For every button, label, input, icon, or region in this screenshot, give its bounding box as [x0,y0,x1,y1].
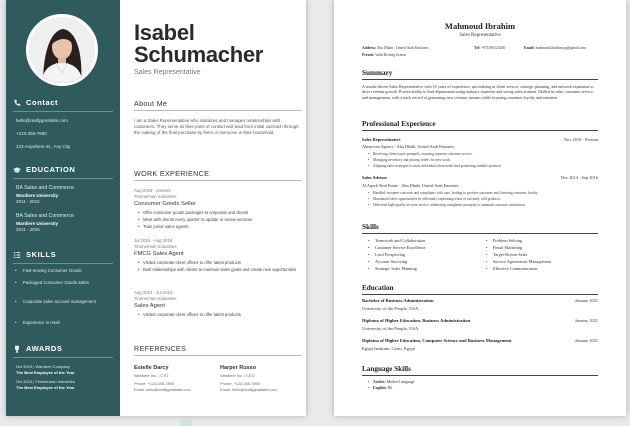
checklist-icon [13,251,21,259]
job-title: Sales Representative [459,33,501,38]
job-company: Al Aqeeli Real Estate - Abu Dhabi, United Arab Emirates [362,183,459,188]
reference-phone: Phone: +123-456-7890 [220,381,260,386]
job-bullet: • Managing inventory and placing orders for new stock. [368,158,451,162]
job-dates: Aug 2018 - present [134,188,171,193]
job-bullet: • Visited corporate client offices to offer latest products [138,312,298,317]
divider [362,375,598,376]
divider [134,355,302,356]
contact-tel: Tel: +971500123456 [474,46,506,50]
job-bullet: • Meet with clients every quarter to update or renew services [138,217,298,222]
skill-item: • Target-Driven Sales [486,252,527,257]
contact-email: Email: mahmoud.ibrahim.sp@gmail.com [524,46,586,50]
divider [13,178,113,179]
job-bullet: • Train junior sales agents [138,224,298,229]
job-bullet: • Resolving client issues promptly, ensuring superior customer service. [368,152,473,156]
portrait-image [29,17,95,83]
experience-heading: Professional Experience [362,120,436,128]
education-years: 2011 - 2015 [16,227,40,232]
divider [134,110,302,111]
skill-item: • Service Agreements Management [486,259,551,264]
contact-address: 123 Anywhere St., Any City [16,144,71,149]
reference-org: Wardiere Inc. / CTO [134,373,169,378]
education-date: January 2021 [574,338,598,343]
skill-item: • Packaged Consumer Goods Sales [16,280,112,287]
profile-photo [26,14,98,86]
award-name: The Best Employee of the Year [16,370,75,375]
skills-heading: Skills [362,223,379,231]
summary-text: A results-driven Sales Representative with 10 years of experience, specializing in client service, strategic planning, and network expansion to drive revenue growth. Proven ability to lead departments using industry expertise and strong sales acumen. Skilled in sales, customer service, and management, with a track record of generating new revenue streams while fostering customer loyalty and retention. [362,84,594,100]
job-bullet: • Maximized sales opportunities by efficiently explaining terms of currently sold products. [368,197,501,201]
resume-isabel-schumacher [6,0,306,416]
divider [362,233,598,234]
languages-heading: Language Skills [362,365,411,373]
job-dates: Aug 2014 - Jul 2015 [134,290,173,295]
divider [362,130,598,131]
job-company: Timmerman Industries [134,296,177,301]
job-bullet: • Offer consumer goods packages to corporate and clients [138,210,298,215]
skills-heading [13,250,56,259]
full-name: Mahmoud Ibrahim [444,21,516,31]
job-company: Timmerman Industries [134,244,177,249]
skills-title: SKILLS [26,250,57,259]
skill-item: • Lead Prospecting [368,252,405,257]
job-bullet: • Visited corporate client offices to offer latest products [138,260,298,265]
divider [134,180,302,181]
reference-name: Harper Russo [220,365,257,371]
skill-item: • Customer Service Excellence [368,245,426,250]
trophy-icon [13,345,21,353]
summary-heading: Summary [362,69,393,77]
job-position: Sales Agent [134,303,165,309]
job-title: Sales Representative [134,69,201,76]
education-title: EDUCATION [26,165,76,174]
education-school: University of the People, USA [362,326,419,331]
skill-item: • Effective Communication [486,266,537,271]
divider [13,111,113,112]
education-degree: BA Sales and Commerce [16,185,74,191]
references-heading: REFERENCES [134,344,187,353]
education-degree: Diploma of Higher Education, Computer Science and Business Management [362,338,512,343]
language-item: • Arabic: Mother Language [368,380,415,384]
education-date: January 2021 [574,318,598,323]
divider [362,294,598,295]
job-bullet: • Adapting sales strategies to meet individual client needs and promoting suitable products. [368,164,502,168]
about-text: I am a Sales Representative who initializes and manages relationships with customers. They serve as their point of contact and lead from initial outreach through the making of the final purchase by them or someone in their household. [134,118,299,135]
divider [13,357,113,358]
skill-item: • Corporate sales account management [16,299,112,306]
job-title: Sales Representative [362,137,401,142]
full-name: Isabel Schumacher [134,20,264,68]
job-bullet: • Handled customer concerns and complaints with care, leading to positive outcomes and fostering customer loyalty. [368,191,538,195]
award-line: Oct 2015 | Timmerman Industries [16,379,76,384]
skill-item: • Problem Solving [486,238,522,243]
skill-item: • Strategic Sales Planning [368,266,417,271]
contact-address: Address: Abu Dhabi , United Arab Emirates [362,46,428,50]
divider [362,79,598,80]
work-heading: WORK EXPERIENCE [134,169,210,178]
contact-heading [13,98,58,107]
graduation-cap-icon [13,166,21,174]
divider [13,263,113,264]
education-school: Egypt Institute, Cairo, Egypt [362,346,415,351]
award-line: Oct 2019 | Wardiere Company [16,364,70,369]
job-dates: Dec 2014 - Sep 2016 [560,175,598,180]
skill-item: • Fast-moving Consumer Goods [16,268,112,275]
skill-item: • Retail Marketing [486,245,522,250]
education-school: Wardiere University [16,193,59,198]
job-bullet: • Built relationships with clients to maintain sales goals and create new opportunities [138,267,298,272]
reference-email: Email: hello@reallygreatsite.com [220,387,277,392]
sidebar [6,0,120,416]
job-bullet: • Delivered high-quality in-store service, addressing complaints promptly to maintain customer satisfaction. [368,203,526,207]
job-position: FMCG Sales Agent [134,251,184,257]
skill-item: • Account Servicing [368,259,407,264]
job-company: Almarwan Agency - Abu Dhabi, United Arab Emirates [362,144,454,149]
contact-email: hello@reallygreatsite.com [16,118,68,123]
education-school: Wardiere University [16,221,59,226]
page-edge-artifact [180,419,192,426]
awards-title: AWARDS [26,344,63,353]
education-heading [13,165,75,174]
education-degree: Diploma of Higher Education, Business Administration [362,318,471,323]
language-item: • English: B2 [368,386,392,390]
education-date: January 2021 [574,298,598,303]
contact-title: Contact [26,98,59,107]
job-dates: Jul 2015 - Aug 2018 [134,238,173,243]
phone-icon [13,99,21,107]
education-years: 2011 - 2015 [16,199,40,204]
award-name: The Best Employee of the Year [16,385,75,390]
main-column [128,0,304,416]
education-degree: Bachelor of Business Administration [362,298,434,303]
resume-mahmoud-ibrahim [334,0,626,416]
education-heading: Education [362,284,394,292]
education-degree: BA Sales and Commerce [16,213,74,219]
reference-email: Email: hello@reallygreatsite.com [134,387,191,392]
reference-name: Estelle Darcy [134,365,169,371]
skill-item: • Teamwork and Collaboration [368,238,425,243]
reference-org: Wardiere Inc. / CEO [220,373,255,378]
job-title: Sales Advisor [362,175,388,180]
contact-permit: Permit: Valid Driving license [362,53,407,57]
job-dates: Nov 2016 - Present [563,137,598,142]
reference-phone: Phone: +123-456-7890 [134,381,174,386]
skill-item: • Experience in retail [16,320,112,327]
awards-heading [13,344,63,353]
job-company: Timmerman Industries [134,194,177,199]
about-heading: About Me [134,99,168,108]
contact-phone: +123-456-7890 [16,131,47,136]
education-school: University of the People, USA [362,306,419,311]
job-position: Consumer Goods Seller [134,201,196,207]
